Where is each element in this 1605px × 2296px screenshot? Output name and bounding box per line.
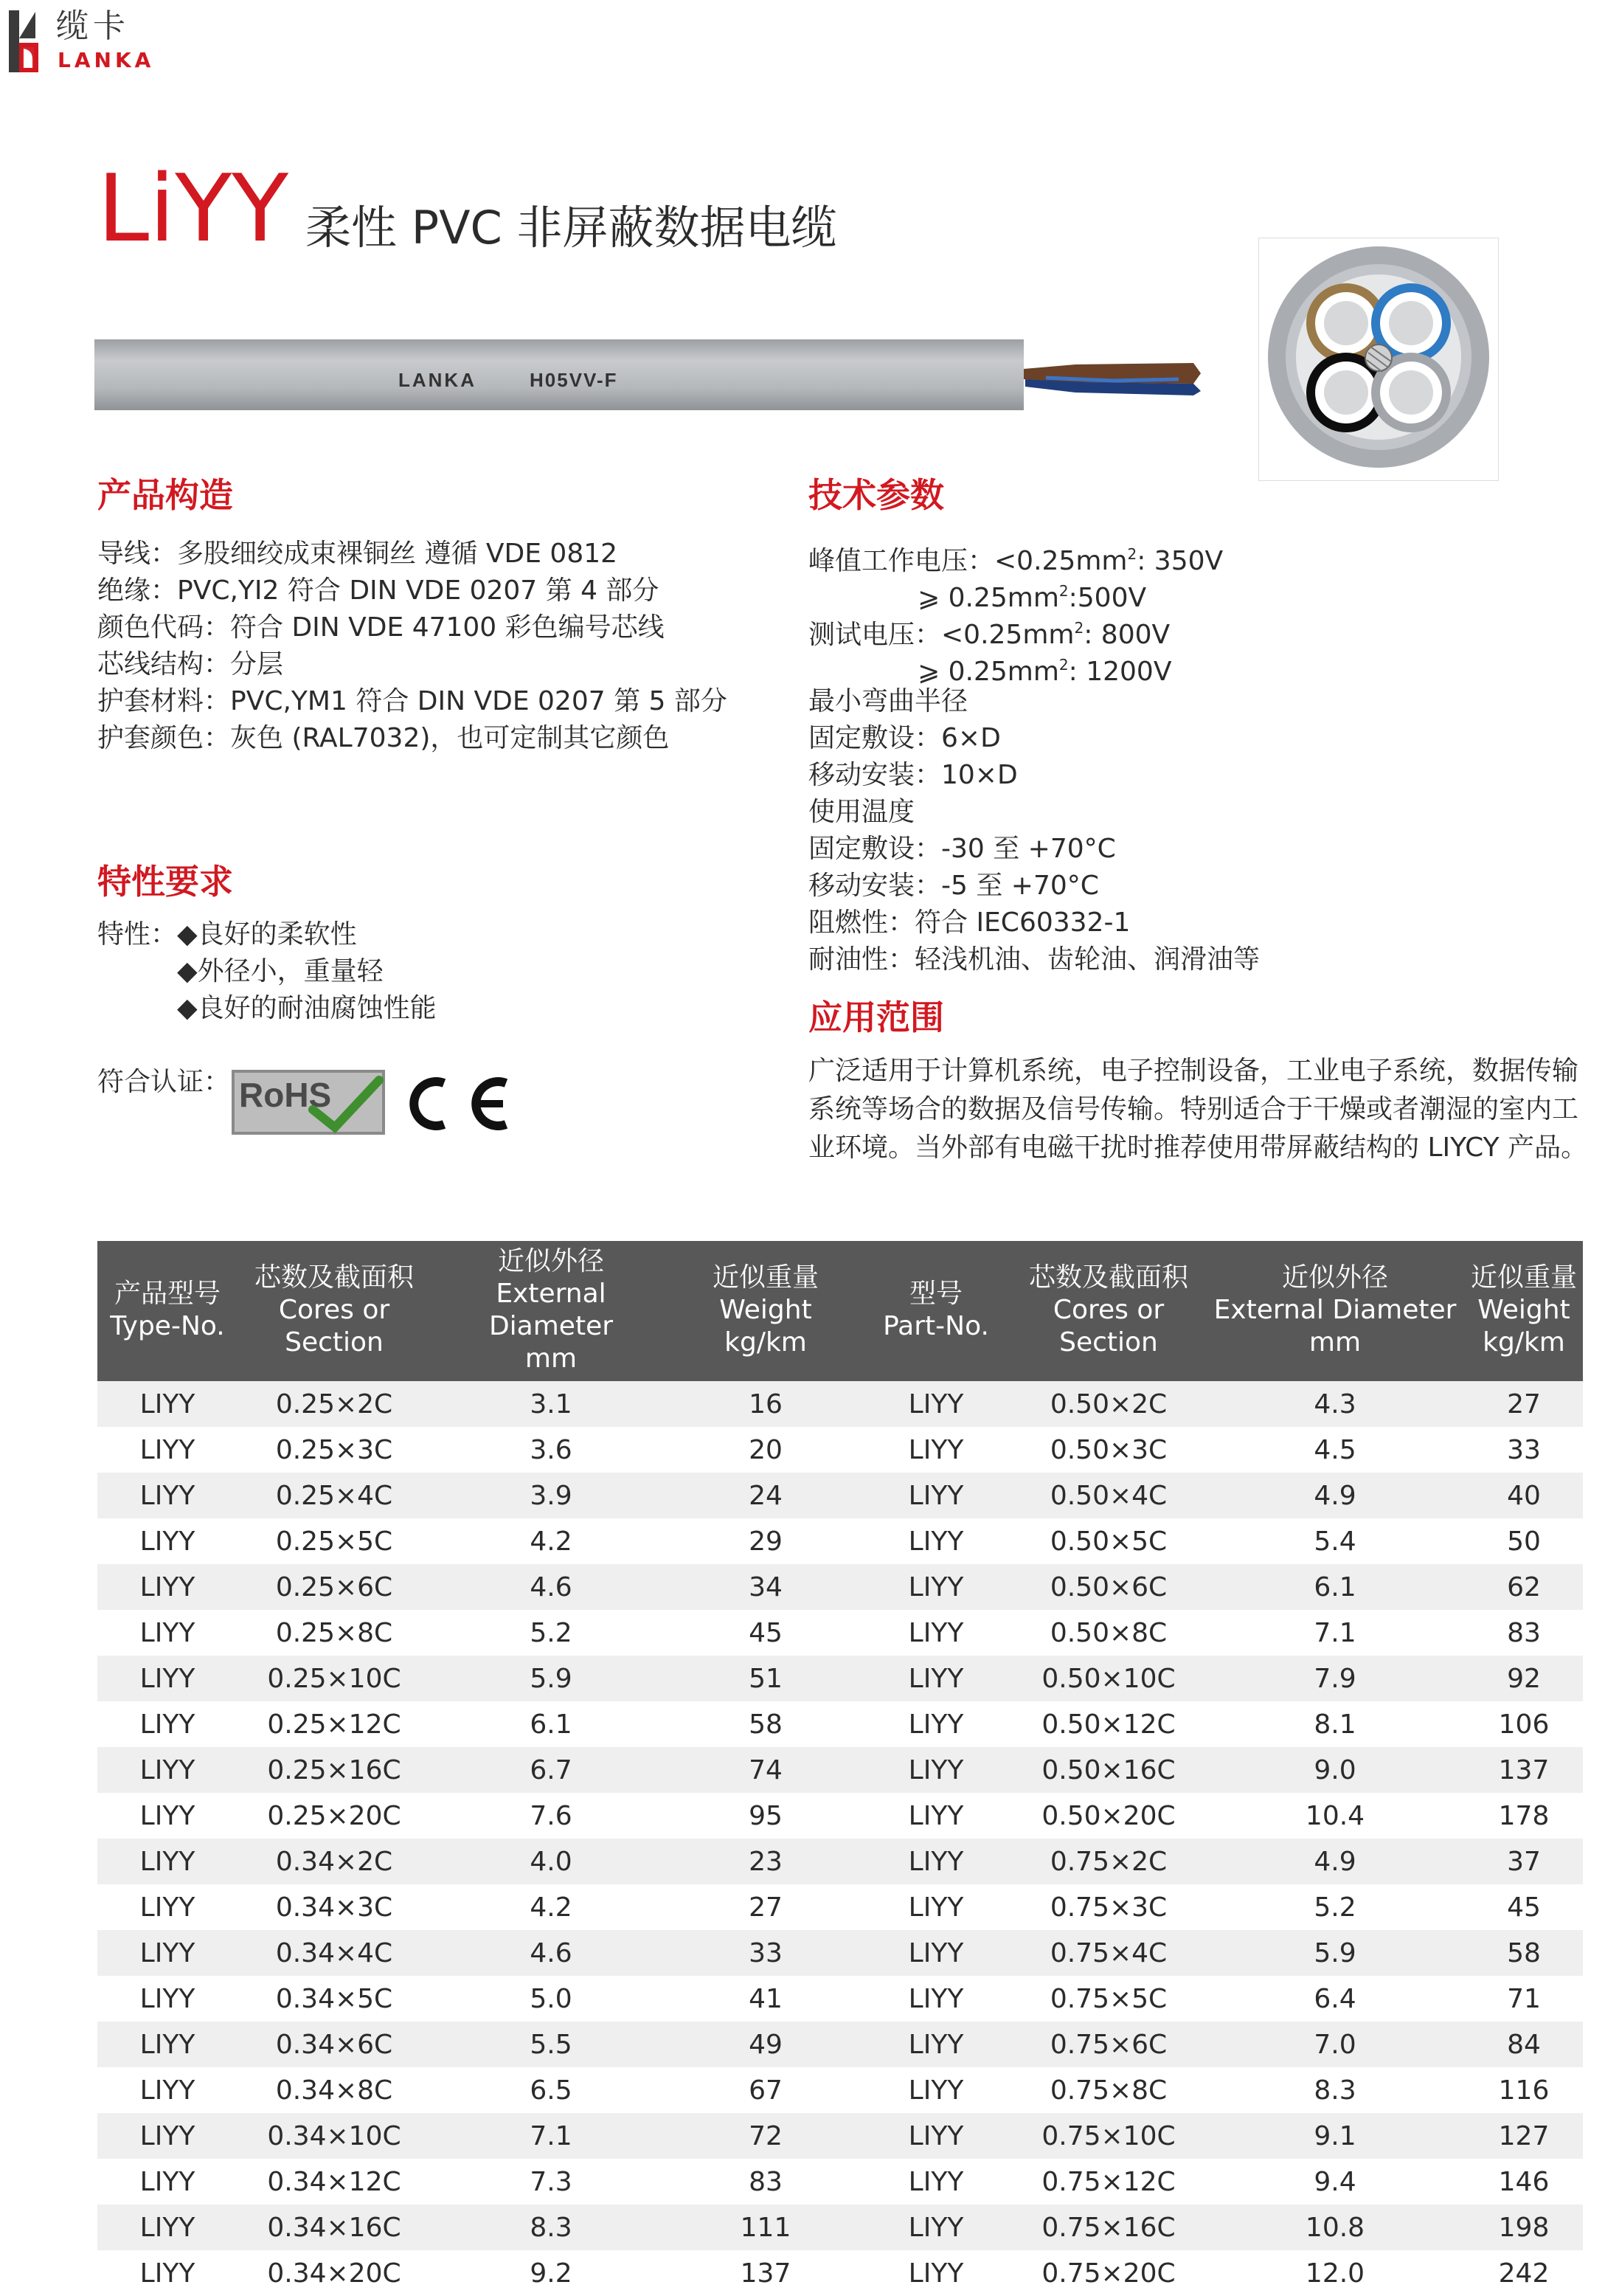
header-cn: 近似重量 bbox=[712, 1262, 819, 1293]
table-cell: 50 bbox=[1465, 1518, 1583, 1564]
table-cell: 5.9 bbox=[431, 1656, 671, 1701]
table-cell: 116 bbox=[1465, 2067, 1583, 2113]
table-cell: 4.3 bbox=[1205, 1381, 1465, 1427]
application-text: 广泛适用于计算机系统，电子控制设备，工业电子系统，数据传输系统等场合的数据及信号传输。特别适合于干燥或者潮湿的室内工业环境。当外部有电磁干扰时推荐使用带屏蔽结构的 LIYCY 产品。 bbox=[808, 1056, 1588, 1163]
table-cell: LIYY bbox=[860, 1747, 1012, 1793]
header-cn: 产品型号 bbox=[114, 1279, 221, 1309]
tech-line: 移动安装：10×D bbox=[808, 760, 1018, 790]
table-cell: 137 bbox=[671, 2250, 860, 2296]
table-cell: 74 bbox=[671, 1747, 860, 1793]
table-cell: 0.25×4C bbox=[238, 1473, 431, 1518]
table-cell: 0.75×12C bbox=[1012, 2159, 1205, 2205]
tech-line: 耐油性：轻浅机油、齿轮油、润滑油等 bbox=[808, 944, 1261, 975]
table-cell: 0.75×2C bbox=[1012, 1839, 1205, 1884]
sup: 2 bbox=[1074, 619, 1084, 637]
table-cell: 83 bbox=[1465, 1610, 1583, 1656]
table-cell: 0.50×3C bbox=[1012, 1427, 1205, 1473]
table-cell: 242 bbox=[1465, 2250, 1583, 2296]
table-cell: 37 bbox=[1465, 1839, 1583, 1884]
table-row bbox=[97, 2022, 1583, 2067]
table-cell: LIYY bbox=[97, 1976, 238, 2022]
column-header bbox=[1012, 1241, 1205, 1381]
header-unit: kg/km bbox=[724, 1327, 807, 1358]
cable-print-brand: LANKA bbox=[398, 369, 476, 391]
table-cell: 9.4 bbox=[1205, 2159, 1465, 2205]
table-row bbox=[97, 1884, 1583, 1930]
table-cell: 40 bbox=[1465, 1473, 1583, 1518]
table-cell: 34 bbox=[671, 1564, 860, 1610]
table-cell: 29 bbox=[671, 1518, 860, 1564]
column-header bbox=[1465, 1241, 1583, 1381]
table-cell: 106 bbox=[1465, 1701, 1583, 1747]
table-cell: 0.50×2C bbox=[1012, 1381, 1205, 1427]
table-body bbox=[97, 1381, 1583, 2296]
table-cell: LIYY bbox=[97, 1747, 238, 1793]
table-cell: LIYY bbox=[97, 2159, 238, 2205]
table-cell: 7.9 bbox=[1205, 1656, 1465, 1701]
table-cell: 12.0 bbox=[1205, 2250, 1465, 2296]
table-cell: 5.4 bbox=[1205, 1518, 1465, 1564]
table-cell: 49 bbox=[671, 2022, 860, 2067]
tech-line: 最小弯曲半径 bbox=[808, 686, 968, 716]
table-cell: 8.3 bbox=[1205, 2067, 1465, 2113]
table-cell: LIYY bbox=[97, 1381, 238, 1427]
construction-line: 绝缘：PVC,YI2 符合 DIN VDE 0207 第 4 部分 bbox=[97, 575, 659, 606]
table-row bbox=[97, 1427, 1583, 1473]
header-en: External Diameter bbox=[1213, 1295, 1457, 1325]
table-cell: 0.25×6C bbox=[238, 1564, 431, 1610]
table-cell: 0.50×4C bbox=[1012, 1473, 1205, 1518]
table-row bbox=[97, 1701, 1583, 1747]
header-en: Weight bbox=[1477, 1295, 1570, 1325]
table-cell: 0.25×16C bbox=[238, 1747, 431, 1793]
header-unit: Section bbox=[1059, 1327, 1158, 1358]
table-cell: LIYY bbox=[860, 2159, 1012, 2205]
table-cell: LIYY bbox=[860, 1701, 1012, 1747]
cable-illustration bbox=[94, 338, 1216, 412]
header-cn: 近似外径 bbox=[497, 1246, 604, 1276]
header-unit: mm bbox=[524, 1344, 578, 1374]
table-cell: 27 bbox=[671, 1884, 860, 1930]
table-cell: 4.6 bbox=[431, 1564, 671, 1610]
table-cell: LIYY bbox=[860, 1518, 1012, 1564]
table-row bbox=[97, 2067, 1583, 2113]
peak-voltage-b: ⩾ 0.25mm bbox=[918, 583, 1059, 613]
table-row bbox=[97, 2159, 1583, 2205]
table-cell: 33 bbox=[1465, 1427, 1583, 1473]
test-voltage-b-val: : 1200V bbox=[1068, 657, 1172, 687]
construction-line: 护套材料：PVC,YM1 符合 DIN VDE 0207 第 5 部分 bbox=[97, 686, 727, 716]
construction-line: 芯线结构：分层 bbox=[97, 649, 284, 680]
table-cell: 0.75×4C bbox=[1012, 1930, 1205, 1976]
table-cell: 0.50×8C bbox=[1012, 1610, 1205, 1656]
table-cell: LIYY bbox=[860, 2022, 1012, 2067]
table-cell: LIYY bbox=[97, 1701, 238, 1747]
application-heading: 应用范围 bbox=[808, 997, 944, 1037]
table-cell: 16 bbox=[671, 1381, 860, 1427]
table-cell: LIYY bbox=[97, 2067, 238, 2113]
brand-logo-icon bbox=[6, 6, 41, 77]
table-cell: LIYY bbox=[860, 1839, 1012, 1884]
table-cell: LIYY bbox=[97, 1473, 238, 1518]
table-cell: 4.9 bbox=[1205, 1473, 1465, 1518]
table-cell: 6.1 bbox=[431, 1701, 671, 1747]
construction-heading: 产品构造 bbox=[97, 475, 233, 515]
table-cell: LIYY bbox=[97, 2250, 238, 2296]
header-unit: Section bbox=[285, 1327, 384, 1358]
table-cell: 0.25×2C bbox=[238, 1381, 431, 1427]
table-cell: 0.25×5C bbox=[238, 1518, 431, 1564]
table-cell: 3.9 bbox=[431, 1473, 671, 1518]
tech-heading: 技术参数 bbox=[808, 475, 944, 515]
test-voltage-b: ⩾ 0.25mm bbox=[918, 657, 1059, 687]
table-cell: 6.1 bbox=[1205, 1564, 1465, 1610]
table-cell: 9.1 bbox=[1205, 2113, 1465, 2159]
header-en: Part-No. bbox=[883, 1311, 989, 1341]
construction-line: 颜色代码：符合 DIN VDE 47100 彩色编号芯线 bbox=[97, 612, 665, 643]
header-unit: mm bbox=[1308, 1327, 1362, 1358]
cert-label: 符合认证： bbox=[97, 1067, 231, 1097]
table-cell: 6.7 bbox=[431, 1747, 671, 1793]
header-cn: 芯数及截面积 bbox=[1028, 1262, 1188, 1293]
table-cell: 7.1 bbox=[431, 2113, 671, 2159]
table-cell: 0.75×6C bbox=[1012, 2022, 1205, 2067]
table-cell: LIYY bbox=[97, 2205, 238, 2250]
header-cn: 近似重量 bbox=[1470, 1262, 1577, 1293]
table-cell: 7.3 bbox=[431, 2159, 671, 2205]
column-header bbox=[97, 1241, 238, 1381]
table-row bbox=[97, 1839, 1583, 1884]
table-cell: 0.25×20C bbox=[238, 1793, 431, 1839]
table-cell: 0.75×10C bbox=[1012, 2113, 1205, 2159]
table-row bbox=[97, 1381, 1583, 1427]
table-cell: LIYY bbox=[860, 1381, 1012, 1427]
table-cell: 5.9 bbox=[1205, 1930, 1465, 1976]
feature-item: ◆良好的柔软性 bbox=[177, 919, 357, 950]
table-cell: 5.0 bbox=[431, 1976, 671, 2022]
table-cell: 4.0 bbox=[431, 1839, 671, 1884]
table-cell: 24 bbox=[671, 1473, 860, 1518]
tech-line: 固定敷设：-30 至 +70°C bbox=[808, 834, 1116, 864]
peak-voltage-label: 峰值工作电压： bbox=[808, 546, 995, 576]
cable-print-code: H05VV-F bbox=[530, 369, 618, 391]
table-row bbox=[97, 2113, 1583, 2159]
table-cell: LIYY bbox=[860, 1610, 1012, 1656]
table-cell: 0.25×8C bbox=[238, 1610, 431, 1656]
table-cell: 8.3 bbox=[431, 2205, 671, 2250]
table-cell: 7.6 bbox=[431, 1793, 671, 1839]
table-cell: 0.34×2C bbox=[238, 1839, 431, 1884]
column-header bbox=[860, 1241, 1012, 1381]
table-row bbox=[97, 1610, 1583, 1656]
sup: 2 bbox=[1058, 656, 1069, 674]
table-cell: 3.1 bbox=[431, 1381, 671, 1427]
table-cell: 0.50×10C bbox=[1012, 1656, 1205, 1701]
table-cell: 58 bbox=[671, 1701, 860, 1747]
table-cell: 0.34×8C bbox=[238, 2067, 431, 2113]
table-cell: 45 bbox=[671, 1610, 860, 1656]
table-cell: 62 bbox=[1465, 1564, 1583, 1610]
table-row bbox=[97, 2250, 1583, 2296]
table-cell: LIYY bbox=[97, 1564, 238, 1610]
table-cell: 4.6 bbox=[431, 1930, 671, 1976]
table-cell: 10.4 bbox=[1205, 1793, 1465, 1839]
table-cell: 4.5 bbox=[1205, 1427, 1465, 1473]
table-cell: 7.1 bbox=[1205, 1610, 1465, 1656]
table-cell: LIYY bbox=[860, 1930, 1012, 1976]
header-en: Cores or bbox=[1053, 1295, 1165, 1325]
table-cell: 5.5 bbox=[431, 2022, 671, 2067]
ce-mark bbox=[395, 1076, 513, 1132]
table-cell: 0.34×5C bbox=[238, 1976, 431, 2022]
table-cell: 8.1 bbox=[1205, 1701, 1465, 1747]
construction-line: 导线：多股细绞成束裸铜丝 遵循 VDE 0812 bbox=[97, 539, 618, 569]
table-cell: 71 bbox=[1465, 1976, 1583, 2022]
table-row bbox=[97, 1747, 1583, 1793]
table-header-row bbox=[97, 1241, 1583, 1381]
table-cell: 0.25×12C bbox=[238, 1701, 431, 1747]
table-cell: 6.5 bbox=[431, 2067, 671, 2113]
product-subtitle: 柔性 PVC 非屏蔽数据电缆 bbox=[305, 201, 837, 255]
column-header bbox=[1205, 1241, 1465, 1381]
rohs-text: RoHS bbox=[239, 1076, 332, 1114]
table-cell: 0.50×5C bbox=[1012, 1518, 1205, 1564]
table-cell: 23 bbox=[671, 1839, 860, 1884]
table-cell: 0.34×10C bbox=[238, 2113, 431, 2159]
table-cell: 45 bbox=[1465, 1884, 1583, 1930]
table-cell: LIYY bbox=[860, 2067, 1012, 2113]
test-voltage-a-val: : 800V bbox=[1084, 620, 1171, 650]
table-cell: 0.34×12C bbox=[238, 2159, 431, 2205]
table-cell: 0.75×20C bbox=[1012, 2250, 1205, 2296]
table-cell: 0.34×6C bbox=[238, 2022, 431, 2067]
table-cell: 111 bbox=[671, 2205, 860, 2250]
table-cell: 9.2 bbox=[431, 2250, 671, 2296]
table-cell: LIYY bbox=[97, 1518, 238, 1564]
table-cell: LIYY bbox=[860, 2113, 1012, 2159]
table-cell: 58 bbox=[1465, 1930, 1583, 1976]
table-cell: LIYY bbox=[97, 1884, 238, 1930]
table-cell: LIYY bbox=[860, 2205, 1012, 2250]
peak-voltage-a: <0.25mm bbox=[994, 546, 1128, 576]
brand-name-en: LANKA bbox=[58, 48, 155, 72]
table-cell: 0.25×10C bbox=[238, 1656, 431, 1701]
spec-table bbox=[97, 1241, 1583, 2296]
table-cell: 92 bbox=[1465, 1656, 1583, 1701]
test-voltage-label: 测试电压： bbox=[808, 620, 942, 650]
table-cell: 137 bbox=[1465, 1747, 1583, 1793]
table-cell: LIYY bbox=[860, 1884, 1012, 1930]
header-cn: 型号 bbox=[909, 1279, 963, 1309]
table-cell: 6.4 bbox=[1205, 1976, 1465, 2022]
table-cell: 3.6 bbox=[431, 1427, 671, 1473]
test-voltage-a: <0.25mm bbox=[941, 620, 1075, 650]
header-unit: kg/km bbox=[1483, 1327, 1565, 1358]
table-row bbox=[97, 2205, 1583, 2250]
construction-line: 护套颜色：灰色 (RAL7032)，也可定制其它颜色 bbox=[97, 723, 670, 753]
rohs-logo bbox=[232, 1070, 385, 1135]
table-cell: 0.25×3C bbox=[238, 1427, 431, 1473]
table-cell: 10.8 bbox=[1205, 2205, 1465, 2250]
tech-line: 固定敷设：6×D bbox=[808, 723, 1001, 753]
table-cell: 41 bbox=[671, 1976, 860, 2022]
brand-name-cn: 缆卡 bbox=[56, 7, 130, 45]
table-cell: 0.50×6C bbox=[1012, 1564, 1205, 1610]
table-cell: 9.0 bbox=[1205, 1747, 1465, 1793]
column-header bbox=[238, 1241, 431, 1381]
table-cell: 27 bbox=[1465, 1381, 1583, 1427]
table-row bbox=[97, 1976, 1583, 2022]
features-heading: 特性要求 bbox=[97, 862, 233, 902]
sup: 2 bbox=[1058, 582, 1069, 600]
table-cell: 0.75×5C bbox=[1012, 1976, 1205, 2022]
table-cell: 20 bbox=[671, 1427, 860, 1473]
table-cell: 0.34×16C bbox=[238, 2205, 431, 2250]
table-cell: LIYY bbox=[97, 2113, 238, 2159]
cable-cross-section-image bbox=[1258, 238, 1499, 481]
table-cell: 33 bbox=[671, 1930, 860, 1976]
table-cell: 51 bbox=[671, 1656, 860, 1701]
table-row bbox=[97, 1564, 1583, 1610]
table-cell: 0.34×20C bbox=[238, 2250, 431, 2296]
column-header bbox=[431, 1241, 671, 1381]
table-cell: 0.75×16C bbox=[1012, 2205, 1205, 2250]
table-row bbox=[97, 1930, 1583, 1976]
peak-voltage-b-val: :500V bbox=[1068, 583, 1147, 613]
table-cell: LIYY bbox=[860, 1793, 1012, 1839]
table-cell: 178 bbox=[1465, 1793, 1583, 1839]
table-row bbox=[97, 1656, 1583, 1701]
feature-item: ◆外径小，重量轻 bbox=[177, 956, 384, 986]
table-cell: 0.50×12C bbox=[1012, 1701, 1205, 1747]
table-cell: 0.75×8C bbox=[1012, 2067, 1205, 2113]
table-row bbox=[97, 1518, 1583, 1564]
table-cell: 146 bbox=[1465, 2159, 1583, 2205]
table-cell: LIYY bbox=[860, 1473, 1012, 1518]
table-cell: 0.75×3C bbox=[1012, 1884, 1205, 1930]
table-cell: 127 bbox=[1465, 2113, 1583, 2159]
table-cell: 0.34×4C bbox=[238, 1930, 431, 1976]
table-cell: LIYY bbox=[97, 1427, 238, 1473]
table-cell: LIYY bbox=[97, 1656, 238, 1701]
table-cell: LIYY bbox=[860, 1427, 1012, 1473]
tech-line: 使用温度 bbox=[808, 797, 915, 827]
table-cell: 198 bbox=[1465, 2205, 1583, 2250]
table-cell: 67 bbox=[671, 2067, 860, 2113]
table-cell: 4.2 bbox=[431, 1518, 671, 1564]
table-cell: LIYY bbox=[860, 2250, 1012, 2296]
table-cell: LIYY bbox=[97, 2022, 238, 2067]
table-cell: LIYY bbox=[97, 1839, 238, 1884]
header-cn: 芯数及截面积 bbox=[254, 1262, 414, 1293]
table-cell: 0.50×20C bbox=[1012, 1793, 1205, 1839]
table-cell: 5.2 bbox=[1205, 1884, 1465, 1930]
table-row bbox=[97, 1473, 1583, 1518]
table-cell: LIYY bbox=[860, 1656, 1012, 1701]
table-cell: LIYY bbox=[97, 1793, 238, 1839]
table-cell: 4.2 bbox=[431, 1884, 671, 1930]
table-cell: LIYY bbox=[860, 1564, 1012, 1610]
feature-item: ◆良好的耐油腐蚀性能 bbox=[177, 993, 437, 1023]
header-en: External Diameter bbox=[488, 1279, 614, 1341]
table-cell: 7.0 bbox=[1205, 2022, 1465, 2067]
table-cell: 84 bbox=[1465, 2022, 1583, 2067]
sup: 2 bbox=[1127, 545, 1137, 563]
table-cell: 72 bbox=[671, 2113, 860, 2159]
column-header bbox=[671, 1241, 860, 1381]
table-cell: 95 bbox=[671, 1793, 860, 1839]
header-cn: 近似外径 bbox=[1281, 1262, 1388, 1293]
table-cell: 4.9 bbox=[1205, 1839, 1465, 1884]
table-cell: LIYY bbox=[97, 1610, 238, 1656]
table-cell: 0.50×16C bbox=[1012, 1747, 1205, 1793]
header-en: Type-No. bbox=[110, 1311, 225, 1341]
table-cell: LIYY bbox=[860, 1976, 1012, 2022]
table-row bbox=[97, 1793, 1583, 1839]
table-cell: 0.34×3C bbox=[238, 1884, 431, 1930]
table-cell: LIYY bbox=[97, 1930, 238, 1976]
tech-line: 移动安装：-5 至 +70°C bbox=[808, 871, 1099, 901]
features-label: 特性： bbox=[97, 919, 178, 950]
table-cell: 83 bbox=[671, 2159, 860, 2205]
tech-line: 阻燃性：符合 IEC60332-1 bbox=[808, 907, 1131, 938]
peak-voltage-a-val: : 350V bbox=[1137, 546, 1224, 576]
product-title: LiYY bbox=[97, 154, 289, 263]
header-en: Weight bbox=[719, 1295, 812, 1325]
table-cell: 5.2 bbox=[431, 1610, 671, 1656]
header-en: Cores or bbox=[278, 1295, 390, 1325]
